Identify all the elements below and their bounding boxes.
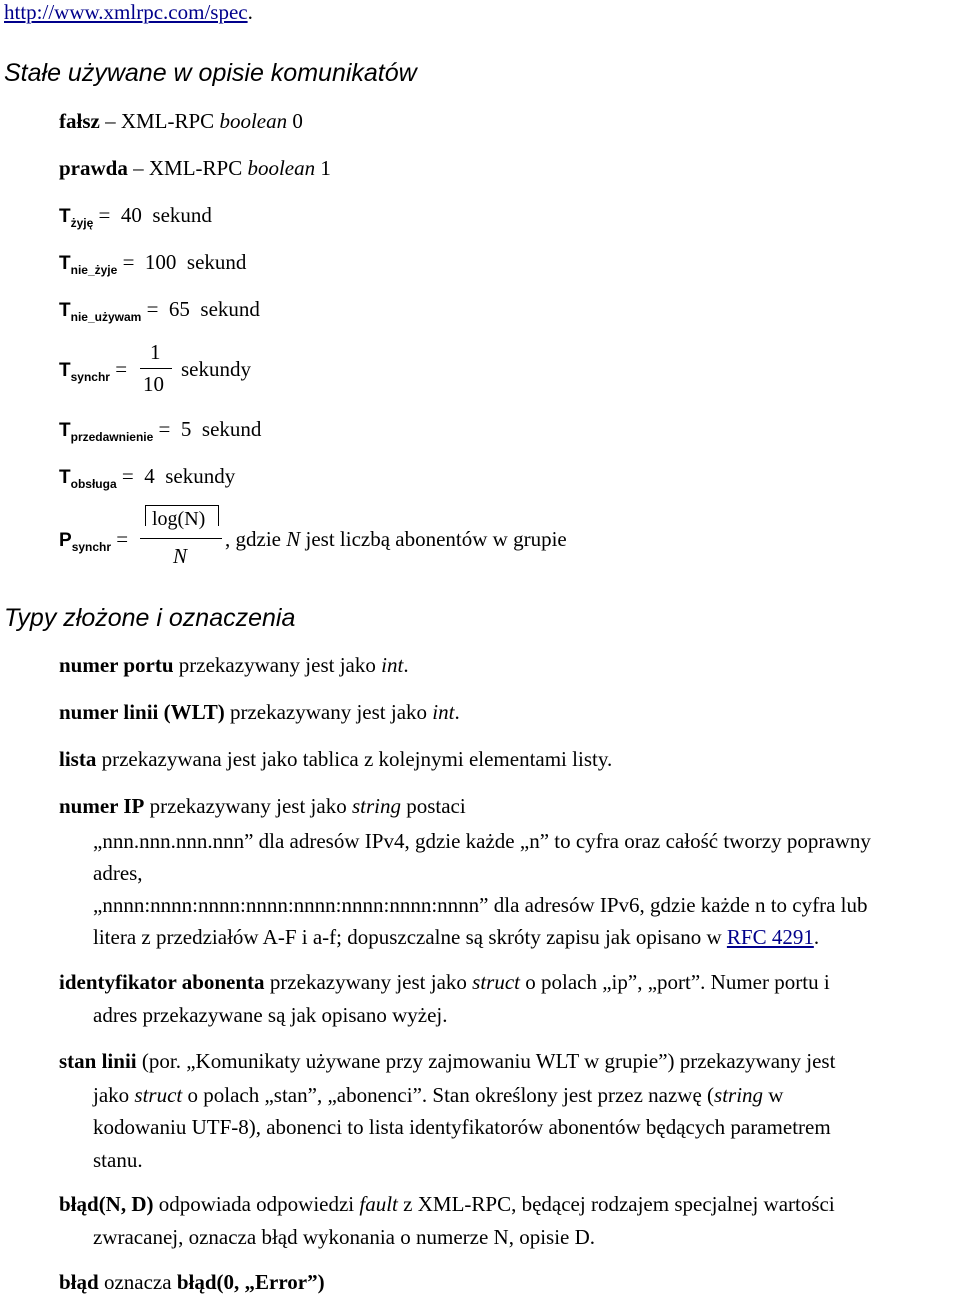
blad-value: błąd(0, „Error”) xyxy=(176,1270,325,1294)
t-symbol: T xyxy=(59,467,71,488)
stan-linii-line2 xyxy=(93,1079,783,1111)
t-subscript: żyję xyxy=(70,216,94,230)
constant-t-zyje xyxy=(59,203,212,228)
t-subscript: obsługa xyxy=(70,477,117,491)
t-subscript: przedawnienie xyxy=(70,430,154,444)
type-stan-linii xyxy=(59,1045,835,1077)
t-value: = 65 sekund xyxy=(141,297,260,321)
term-identyfikator: identyfikator abonenta xyxy=(59,970,265,994)
constant-t-obsluga xyxy=(59,464,235,489)
t-symbol: T xyxy=(59,206,71,227)
section-heading-constants: Stałe używane w opisie komunikatów xyxy=(4,59,417,87)
blad-nd-fault: fault xyxy=(359,1192,398,1216)
p-desc-post: jest liczbą abonentów w grupie xyxy=(300,527,567,551)
stan-line2-end: w xyxy=(763,1083,784,1107)
identyfikator-type: struct xyxy=(472,970,520,994)
numer-portu-end: . xyxy=(403,653,409,677)
p-desc-pre: , gdzie xyxy=(225,527,287,551)
type-blad xyxy=(59,1266,325,1298)
term-blad: błąd xyxy=(59,1270,99,1294)
identyfikator-end: o polach „ip”, „port”. Numer portu i xyxy=(520,970,830,994)
numer-linii-end: . xyxy=(454,700,460,724)
rfc-4291-link[interactable]: RFC 4291 xyxy=(726,925,814,949)
t-subscript: synchr xyxy=(70,370,110,384)
prawda-dash: – XML-RPC xyxy=(127,156,248,180)
t-synchr-numerator: 1 xyxy=(150,340,161,364)
t-symbol: T xyxy=(59,420,71,441)
link-trailing-period: . xyxy=(247,0,253,24)
type-numer-portu xyxy=(59,653,409,678)
p-synchr-fraction-bar xyxy=(140,538,222,539)
p-desc-n: N xyxy=(286,527,301,551)
t-symbol: T xyxy=(59,300,71,321)
stan-linii-line3: kodowaniu UTF-8), abonenci to lista identyfikatorów abonentów będących parametrem xyxy=(93,1115,831,1139)
term-falsz: fałsz xyxy=(59,109,100,133)
term-lista: lista xyxy=(59,747,97,771)
stan-line2-string: string xyxy=(714,1083,764,1107)
numer-ip-ipv4-line: „nnn.nnn.nnn.nnn” dla adresów IPv4, gdzie każde „n” to cyfra oraz całość tworzy poprawny xyxy=(93,829,871,853)
numer-ip-text: przekazywany jest jako xyxy=(144,794,352,818)
term-stan-linii: stan linii xyxy=(59,1049,137,1073)
t-value: = 5 sekund xyxy=(153,417,262,441)
p-subscript: synchr xyxy=(71,540,112,554)
stan-linii-line4: stanu. xyxy=(93,1148,143,1172)
falsz-dash: – XML-RPC xyxy=(99,109,220,133)
numer-ip-type: string xyxy=(351,794,401,818)
t-value: = 100 sekund xyxy=(117,250,247,274)
t-symbol: T xyxy=(59,253,71,274)
numer-linii-text: przekazywany jest jako xyxy=(224,700,433,724)
stan-linii-text: (por. „Komunikaty używane przy zajmowaniu WLT w grupie”) przekazywany jest xyxy=(136,1049,836,1073)
t-value: = 40 sekund xyxy=(93,203,212,227)
prawda-value: 1 xyxy=(315,156,331,180)
t-subscript: nie_używam xyxy=(70,310,142,324)
numer-linii-type: int xyxy=(432,700,455,724)
term-numer-ip: numer IP xyxy=(59,794,145,818)
numer-ip-end: postaci xyxy=(400,794,466,818)
term-numer-portu: numer portu xyxy=(59,653,174,677)
term-prawda: prawda xyxy=(59,156,128,180)
p-equals: = xyxy=(111,527,129,551)
identyfikator-text: przekazywany jest jako xyxy=(264,970,473,994)
t-synchr-unit: sekundy xyxy=(181,357,251,381)
blad-nd-text: odpowiada odpowiedzi xyxy=(153,1192,360,1216)
spec-link-line xyxy=(4,0,253,25)
constant-t-synchr xyxy=(59,357,127,382)
spec-link[interactable]: http://www.xmlrpc.com/spec xyxy=(4,0,248,24)
constant-t-nie-uzywam xyxy=(59,297,260,322)
type-numer-ip xyxy=(59,794,466,819)
identyfikator-line2: adres przekazywane są jak opisano wyżej. xyxy=(93,1003,448,1027)
p-synchr-denominator: N xyxy=(173,544,188,568)
ipv6-line2-end: . xyxy=(813,925,820,949)
constant-t-przedawnienie xyxy=(59,417,261,442)
type-numer-linii xyxy=(59,700,460,725)
numer-portu-type: int xyxy=(381,653,404,677)
constant-falsz xyxy=(59,109,303,134)
falsz-type: boolean xyxy=(219,109,288,133)
t-equals: = xyxy=(109,357,128,381)
p-symbol: P xyxy=(59,530,72,551)
numer-portu-text: przekazywany jest jako xyxy=(173,653,382,677)
stan-line2-struct: struct xyxy=(134,1083,183,1107)
blad-n-d-line2: zwracanej, oznacza błąd wykonania o numerze N, opisie D. xyxy=(93,1225,596,1249)
blad-text: oznacza xyxy=(98,1270,177,1294)
p-synchr-numerator: log(N) xyxy=(152,508,206,530)
lista-text: przekazywana jest jako tablica z kolejnymi elementami listy. xyxy=(96,747,613,771)
t-symbol: T xyxy=(59,360,71,381)
constant-p-synchr xyxy=(59,527,128,552)
constant-t-nie-zyje xyxy=(59,250,246,275)
falsz-value: 0 xyxy=(287,109,303,133)
type-lista xyxy=(59,747,612,772)
numer-ip-ipv6-line: „nnnn:nnnn:nnnn:nnnn:nnnn:nnnn:nnnn:nnnn” dla adresów IPv6, gdzie każde n to cyfra lub xyxy=(93,893,868,917)
stan-line2-mid: o polach „stan”, „abonenci”. Stan określony jest przez nazwę ( xyxy=(182,1083,715,1107)
blad-nd-end: z XML-RPC, będącej rodzajem specjalnej wartości xyxy=(397,1192,835,1216)
stan-line2-pre: jako xyxy=(93,1083,135,1107)
section-heading-types: Typy złożone i oznaczenia xyxy=(4,604,296,632)
term-blad-n-d: błąd(N, D) xyxy=(59,1192,154,1216)
type-blad-n-d xyxy=(59,1188,835,1220)
t-synchr-fraction-bar xyxy=(140,368,172,369)
t-value: = 4 sekundy xyxy=(116,464,236,488)
ipv6-line2-text: litera z przedziałów A-F i a-f; dopuszczalne są skróty zapisu jak opisano w xyxy=(93,925,727,949)
t-synchr-denominator: 10 xyxy=(143,372,164,396)
constant-prawda xyxy=(59,156,331,181)
numer-ip-ipv4-line2: adres, xyxy=(93,861,143,885)
t-subscript: nie_żyje xyxy=(70,263,118,277)
p-synchr-description xyxy=(225,527,567,552)
numer-ip-ipv6-line2 xyxy=(93,921,819,953)
type-identyfikator-abonenta xyxy=(59,966,830,998)
term-numer-linii: numer linii (WLT) xyxy=(59,700,225,724)
prawda-type: boolean xyxy=(247,156,316,180)
